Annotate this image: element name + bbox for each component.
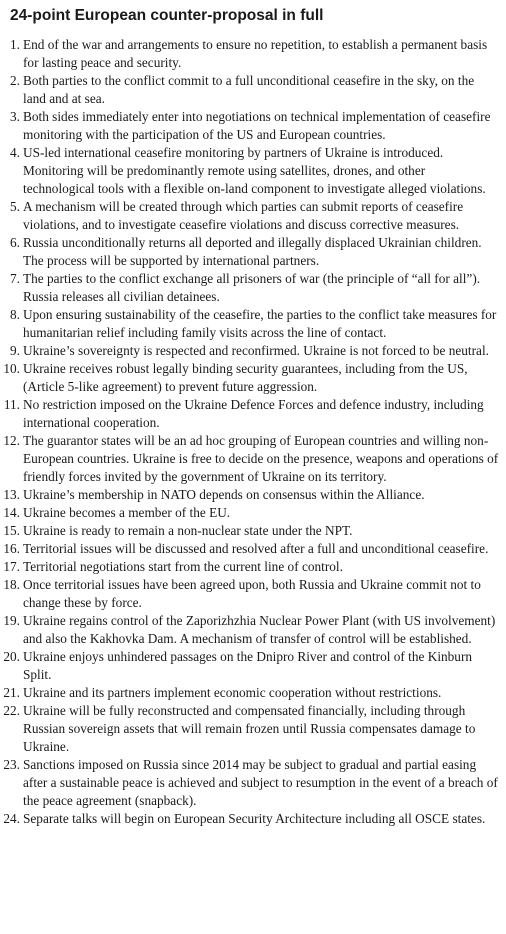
list-item-number: 12. bbox=[3, 433, 20, 448]
list-item bbox=[0, 270, 506, 306]
list-item-text: The parties to the conflict exchange all prisoners of war (the principle of “all for all”). Russia releases all civilian detainees. bbox=[23, 271, 481, 304]
points-list bbox=[0, 36, 506, 828]
list-item bbox=[0, 558, 506, 576]
list-item bbox=[0, 684, 506, 702]
list-item-number: 4. bbox=[10, 145, 20, 160]
list-item-number: 10. bbox=[3, 361, 20, 376]
list-item-text: Both sides immediately enter into negotiations on technical implementation of ceasefire monitoring with the participation of the US and European countries. bbox=[23, 109, 491, 142]
list-item bbox=[0, 342, 506, 360]
list-item-number: 14. bbox=[3, 505, 20, 520]
list-item-text: Ukraine enjoys unhindered passages on the Dnipro River and control of the Kinburn Split. bbox=[23, 649, 473, 682]
list-item-text: Ukraine and its partners implement economic cooperation without restrictions. bbox=[23, 685, 442, 700]
list-item bbox=[0, 306, 506, 342]
list-item-number: 1. bbox=[10, 37, 20, 52]
list-item-number: 22. bbox=[3, 703, 20, 718]
list-item-text: Upon ensuring sustainability of the ceasefire, the parties to the conflict take measures for humanitarian relief including family visits across the line of contact. bbox=[23, 307, 497, 340]
list-item bbox=[0, 810, 506, 828]
list-item-number: 13. bbox=[3, 487, 20, 502]
list-item bbox=[0, 432, 506, 486]
list-item-text: Ukraine’s sovereignty is respected and reconfirmed. Ukraine is not forced to be neutral. bbox=[23, 343, 489, 358]
list-item-number: 24. bbox=[3, 811, 20, 826]
list-item-text: Once territorial issues have been agreed upon, both Russia and Ukraine commit not to change these by force. bbox=[23, 577, 481, 610]
list-item-text: A mechanism will be created through which parties can submit reports of ceasefire violations, and to investigate ceasefire violations and discuss corrective measures. bbox=[23, 199, 464, 232]
list-item-number: 3. bbox=[10, 109, 20, 124]
list-item-text: Territorial issues will be discussed and resolved after a full and unconditional ceasefire. bbox=[23, 541, 489, 556]
list-item-text: Separate talks will begin on European Security Architecture including all OSCE states. bbox=[23, 811, 486, 826]
list-item-number: 20. bbox=[3, 649, 20, 664]
list-item-number: 8. bbox=[10, 307, 20, 322]
list-item-number: 16. bbox=[3, 541, 20, 556]
list-item-text: The guarantor states will be an ad hoc grouping of European countries and willing non-European countries. Ukraine is free to decide on the presence, weapons and operations of friendly forces invited by the government of Ukraine on its territory. bbox=[23, 433, 499, 484]
list-item-text: Ukraine is ready to remain a non-nuclear state under the NPT. bbox=[23, 523, 353, 538]
list-item-number: 19. bbox=[3, 613, 20, 628]
list-item bbox=[0, 144, 506, 198]
list-item bbox=[0, 648, 506, 684]
list-item bbox=[0, 522, 506, 540]
list-item bbox=[0, 72, 506, 108]
list-item-number: 23. bbox=[3, 757, 20, 772]
list-item-number: 7. bbox=[10, 271, 20, 286]
list-item bbox=[0, 702, 506, 756]
list-item-text: Ukraine’s membership in NATO depends on consensus within the Alliance. bbox=[23, 487, 425, 502]
list-item bbox=[0, 108, 506, 144]
list-item-text: Ukraine regains control of the Zaporizhzhia Nuclear Power Plant (with US involvement) and also the Kakhovka Dam. A mechanism of transfer of control will be established. bbox=[23, 613, 496, 646]
list-item bbox=[0, 540, 506, 558]
list-item-number: 17. bbox=[3, 559, 20, 574]
list-item-text: Ukraine will be fully reconstructed and compensated financially, including through Russian sovereign assets that will remain frozen until Russia compensates damage to Ukraine. bbox=[23, 703, 476, 754]
list-item-number: 6. bbox=[10, 235, 20, 250]
list-item bbox=[0, 504, 506, 522]
list-item bbox=[0, 36, 506, 72]
list-item-text: No restriction imposed on the Ukraine Defence Forces and defence industry, including international cooperation. bbox=[23, 397, 484, 430]
list-item bbox=[0, 234, 506, 270]
list-item-number: 11. bbox=[3, 397, 20, 412]
list-item-number: 18. bbox=[3, 577, 20, 592]
list-item-number: 5. bbox=[10, 199, 20, 214]
list-item-text: Russia unconditionally returns all deported and illegally displaced Ukrainian children. The process will be supported by international partners. bbox=[23, 235, 482, 268]
page-title: 24-point European counter-proposal in full bbox=[10, 7, 324, 24]
list-item-number: 9. bbox=[10, 343, 20, 358]
list-item-number: 2. bbox=[10, 73, 20, 88]
list-item bbox=[0, 396, 506, 432]
list-item bbox=[0, 360, 506, 396]
list-item bbox=[0, 486, 506, 504]
list-item bbox=[0, 198, 506, 234]
list-item-text: End of the war and arrangements to ensure no repetition, to establish a permanent basis for lasting peace and security. bbox=[23, 37, 488, 70]
list-item-text: Both parties to the conflict commit to a full unconditional ceasefire in the sky, on the land and at sea. bbox=[23, 73, 475, 106]
list-item-text: Territorial negotiations start from the current line of control. bbox=[23, 559, 343, 574]
list-item-number: 21. bbox=[3, 685, 20, 700]
list-item-text: Ukraine receives robust legally binding security guarantees, including from the US, (Article 5-like agreement) to prevent future aggression. bbox=[23, 361, 468, 394]
list-item bbox=[0, 576, 506, 612]
list-item bbox=[0, 612, 506, 648]
list-item-text: Ukraine becomes a member of the EU. bbox=[23, 505, 231, 520]
list-item-number: 15. bbox=[3, 523, 20, 538]
list-item-text: Sanctions imposed on Russia since 2014 may be subject to gradual and partial easing after a sustainable peace is achieved and subject to resumption in the event of a breach of the peace agreement (snapback). bbox=[23, 757, 498, 808]
list-item bbox=[0, 756, 506, 810]
list-item-text: US-led international ceasefire monitoring by partners of Ukraine is introduced. Monitoring will be predominantly remote using satellites, drones, and other technological tools with a flexible on-land component to investigate alleged violations. bbox=[23, 145, 486, 196]
